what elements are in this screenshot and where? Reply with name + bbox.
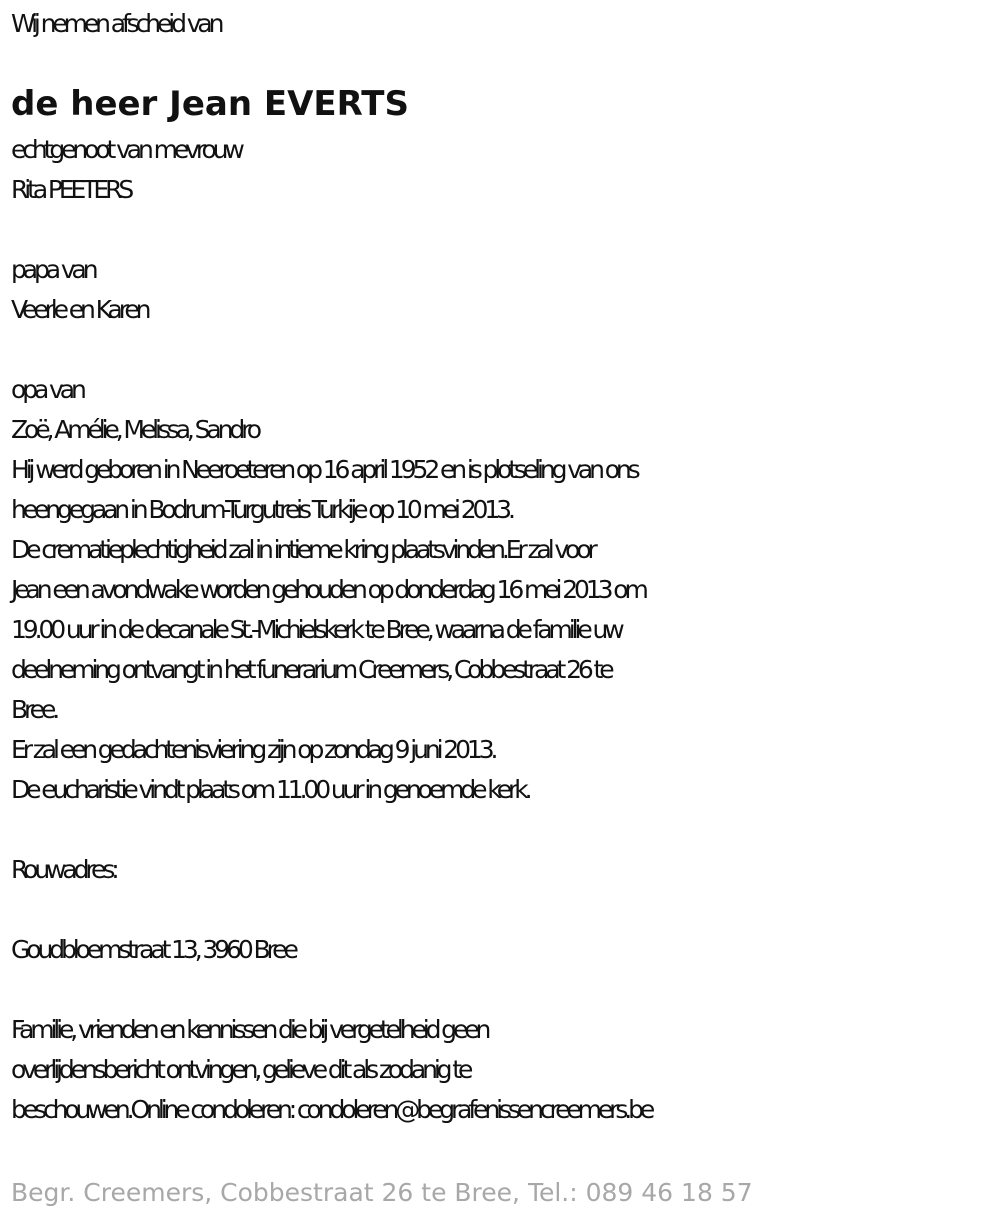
body-line: Bree.	[11, 695, 57, 724]
body-line: Er zal een gedachtenisviering zijn op zondag 9 juni 2013.	[11, 735, 495, 764]
body-line: 19.00 uur in de decanale St.-Michielskerk te Bree, waarna de familie uw	[11, 615, 621, 644]
body-line: De eucharistie vindt plaats om 11.00 uur in genoemde kerk.	[11, 775, 529, 804]
closing-paragraph	[11, 1010, 996, 1130]
children-label: papa van	[11, 255, 95, 284]
body-line: Jean een avondwake worden gehouden op donderdag 16 mei 2013 om	[11, 575, 645, 604]
deceased-name: de heer Jean EVERTS	[11, 84, 409, 124]
body-line: deelneming ontvangt in het funerarium Creemers, Cobbestraat 26 te	[11, 655, 611, 684]
spouse-label: echtgenoot van mevrouw	[11, 135, 241, 164]
death-notice	[11, 4, 996, 1130]
body-line: heengegaan in Bodrum-Turgutreis Turkije op 10 mei 2013.	[11, 495, 512, 524]
address-value: Goudbloemstraat 13, 3960 Bree	[11, 935, 295, 964]
closing-line-with-email: beschouwen.Online condoleren: condoleren@begrafenissencreemers.be	[11, 1095, 652, 1124]
grandchildren-names: Zoë, Amélie, Melissa, Sandro	[11, 415, 258, 444]
spouse-name: Rita PEETERS	[11, 175, 131, 204]
body-line: Hij werd geboren in Neeroeteren op 16 april 1952 en is plotseling van ons	[11, 455, 637, 484]
spacer	[11, 890, 996, 930]
intro-text: Wij nemen afscheid van	[11, 9, 221, 38]
grandchildren-label: opa van	[11, 375, 83, 404]
spacer	[11, 810, 996, 850]
funeral-home-footer: Begr. Creemers, Cobbestraat 26 te Bree, Tel.: 089 46 18 57	[11, 1178, 753, 1207]
closing-line: Familie, vrienden en kennissen die bij vergetelheid geen	[11, 1015, 488, 1044]
spacer	[11, 970, 996, 1010]
closing-line: overlijdensbericht ontvingen, gelieve dit als zodanig te	[11, 1055, 470, 1084]
spacer	[11, 210, 996, 250]
address-label: Rouwadres:	[11, 855, 116, 884]
spacer	[11, 330, 996, 370]
children-names: Veerle en Karen	[11, 295, 148, 324]
body-paragraph	[11, 450, 996, 810]
body-line: De crematieplechtigheid zal in intieme kring plaatsvinden.Er zal voor	[11, 535, 594, 564]
